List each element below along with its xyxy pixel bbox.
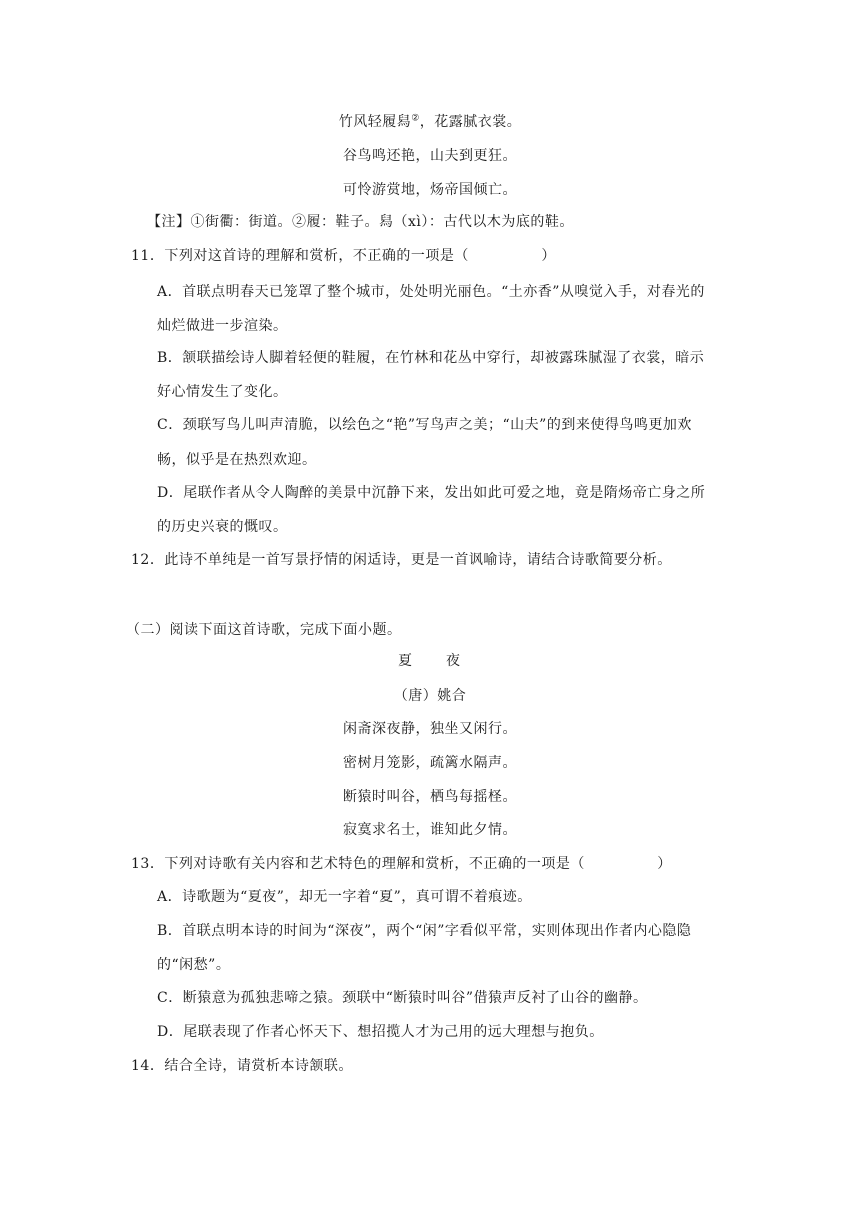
poem2-author: （唐）姚合: [393, 688, 467, 704]
section2-intro: （二）阅读下面这首诗歌，完成下面小题。: [126, 622, 402, 638]
q13-stem: 13．下列对诗歌有关内容和艺术特色的理解和赏析，不正确的一项是（ ）: [131, 856, 672, 872]
q13-option-d: D．尾联表现了作者心怀天下、想招揽人才为己用的远大理想与抱负。: [157, 1024, 604, 1040]
q11-option-c-cont: 畅，似乎是在热烈欢迎。: [157, 452, 317, 468]
q11-option-d-cont: 的历史兴衰的慨叹。: [157, 519, 288, 535]
q11-option-a: A．首联点明春天已笼罩了整个城市，处处明光丽色。“土亦香”从嗅觉入手，对春光的: [157, 284, 705, 300]
q13-option-c: C．断猿意为孤独悲啼之猿。颈联中“断猿时叫谷”借猿声反衬了山谷的幽静。: [157, 990, 648, 1006]
q11-stem: 11．下列对这首诗的理解和赏析，不正确的一项是（ ）: [131, 248, 556, 264]
poem1-line-3: 可怜游赏地，炀帝国倾亡。: [343, 182, 517, 198]
q13-option-a: A．诗歌题为“夏夜”，却无一字着“夏”，真可谓不着痕迹。: [157, 889, 532, 905]
q13-option-b: B．首联点明本诗的时间为“深夜”，两个“闲”字看似平常，实则体现出作者内心隐隐: [157, 923, 692, 939]
poem1-line-1: 竹风轻履舄②，花露腻衣裳。: [338, 113, 522, 130]
poem1-note: 【注】①街衢：街道。②履：鞋子。舄（xì）：古代以木为底的鞋。: [147, 214, 574, 230]
q11-option-b-cont: 好心情发生了变化。: [157, 384, 288, 400]
poem1-line-2: 谷鸟鸣还艳，山夫到更狂。: [343, 148, 517, 164]
q11-option-a-cont: 灿烂做进一步渲染。: [157, 318, 288, 334]
poem2-line-4: 寂寞求名士，谁知此夕情。: [343, 822, 517, 838]
poem2-line-1: 闲斋深夜静，独坐又闲行。: [343, 721, 517, 737]
q14-stem: 14．结合全诗，请赏析本诗颔联。: [131, 1058, 353, 1074]
q12-stem: 12．此诗不单纯是一首写景抒情的闲适诗，更是一首讽喻诗，请结合诗歌简要分析。: [131, 552, 672, 568]
poem2-title: 夏 夜: [398, 653, 462, 669]
q11-option-c: C．颈联写鸟儿叫声清脆，以绘色之“艳”写鸟声之美；“山夫”的到来使得鸟鸣更加欢: [157, 417, 692, 433]
poem2-line-2: 密树月笼影，疏篱水隔声。: [343, 755, 517, 771]
poem2-line-3: 断猿时叫谷，栖鸟每摇柽。: [343, 789, 517, 805]
q11-option-d: D．尾联作者从令人陶醉的美景中沉静下来，发出如此可爱之地，竟是隋炀帝亡身之所: [157, 485, 706, 501]
q13-option-b-cont: 的“闲愁”。: [157, 957, 231, 973]
footnote-marker: ②: [411, 113, 420, 124]
q11-option-b: B．颔联描绘诗人脚着轻便的鞋履，在竹林和花丛中穿行，却被露珠腻湿了衣裳，暗示: [157, 350, 705, 366]
